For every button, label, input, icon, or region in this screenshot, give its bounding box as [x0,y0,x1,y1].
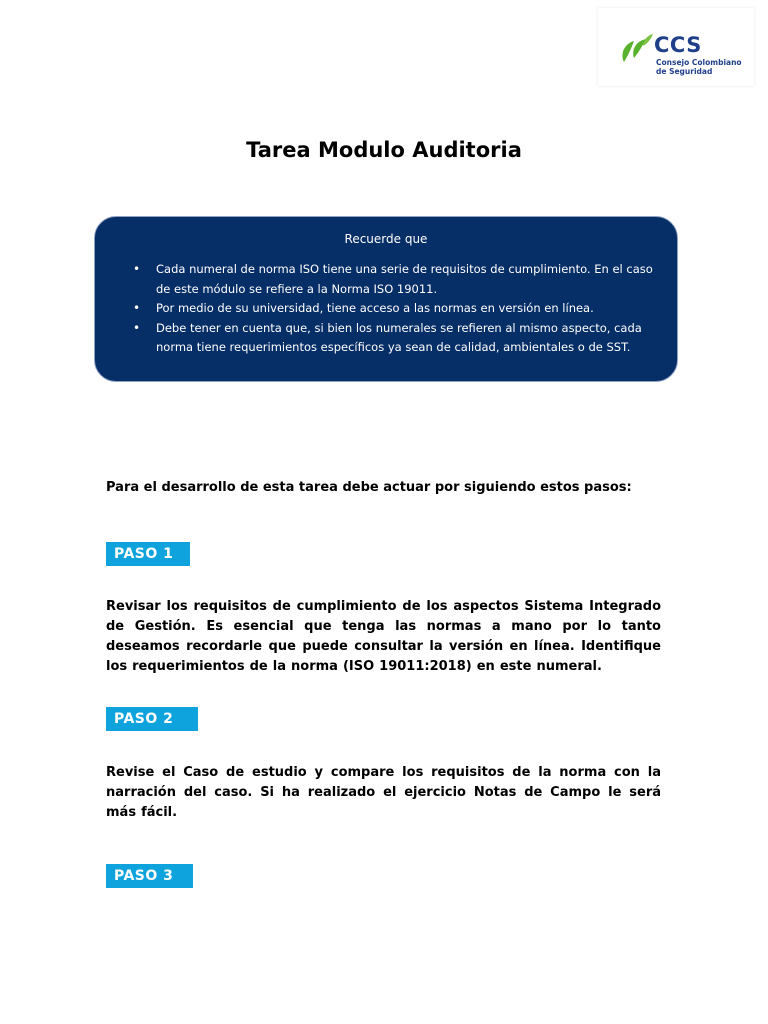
intro-text: Para el desarrollo de esta tarea debe actuar por siguiendo estos pasos: [106,480,632,495]
document-title: Tarea Modulo Auditoria [246,138,522,162]
list-item [95,260,677,299]
step-2-badge: PASO 2 [106,707,198,731]
bullet-icon: • [133,301,141,315]
leaf-logo-icon [618,32,654,66]
step-1-badge: PASO 1 [106,542,190,566]
step-3-badge: PASO 3 [106,864,193,888]
list-item-text: Debe tener en cuenta que, si bien los numerales se refieren al mismo aspecto, cada norma tiene requerimientos específicos ya sean de calidad, ambientales o de SST. [156,320,642,354]
list-item [95,299,677,319]
reminder-heading: Recuerde que [344,232,428,246]
list-item-text: Cada numeral de norma ISO tiene una serie de requisitos de cumplimiento. En el caso de este módulo se refiere a la Norma ISO 19011. [156,262,653,296]
bullet-icon: • [133,320,141,335]
step-2-text: Revise el Caso de estudio y compare los requisitos de la norma con la narración del caso. Si ha realizado el ejercicio Notas de Campo le será más fácil. [106,765,661,820]
reminder-box [94,216,678,382]
reminder-list [95,260,677,358]
ccs-logo [598,8,754,86]
bullet-icon: • [133,262,141,276]
list-item-text: Por medio de su universidad, tiene acceso a las normas en versión en línea. [156,301,594,315]
step-1-text: Revisar los requisitos de cumplimiento de los aspectos Sistema Integrado de Gestión. Es esencial que tenga las normas a mano por lo tanto deseamos recordarle que puede consultar la versión en línea. Identifique los requerimientos de la norma (ISO 19011:2018) en este numeral. [106,599,661,674]
list-item [95,319,677,358]
logo-organization-name: Consejo Colombiano de Seguridad [656,58,742,76]
logo-acronym: CCS [654,33,702,57]
